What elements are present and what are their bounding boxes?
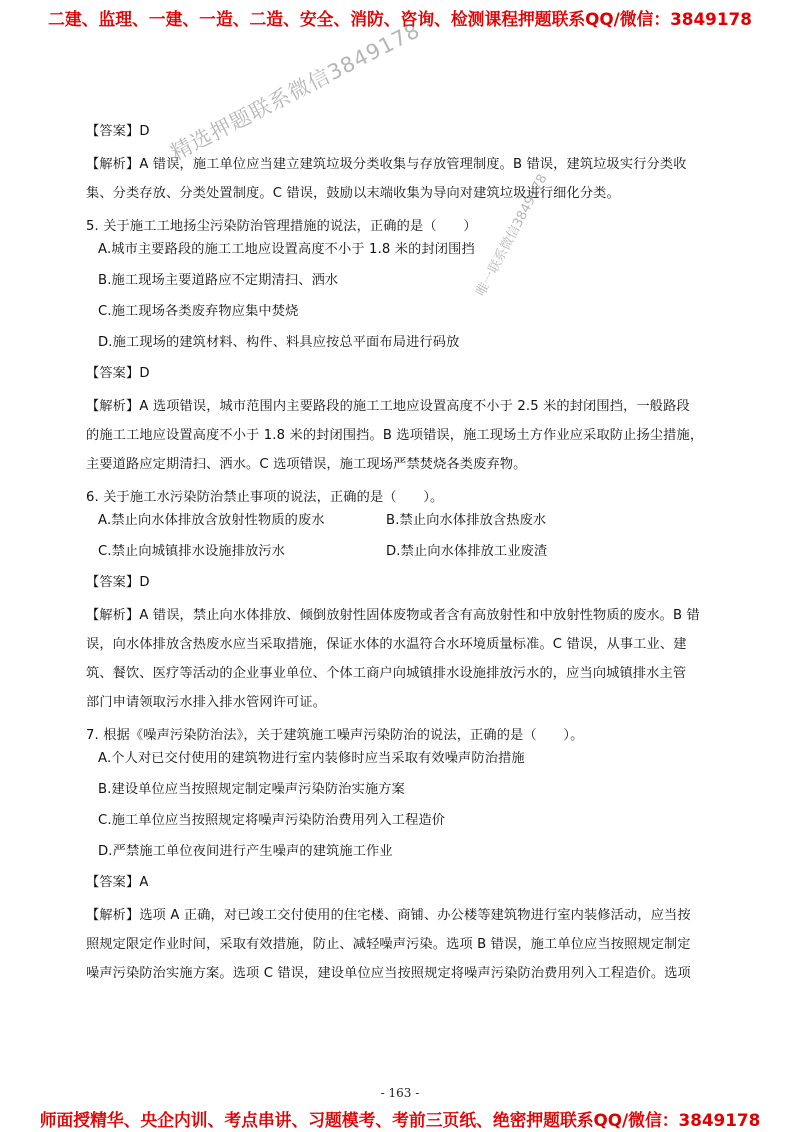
option-block: [86, 333, 734, 353]
option-block: [86, 749, 734, 769]
page-number: - 163 -: [380, 1086, 420, 1100]
answer-block: [86, 364, 734, 384]
option-block: [86, 302, 734, 322]
analysis-line: 的施工工地应设置高度不小于 1.8 米的封闭围挡。B 选项错误，施工现场土方作业应采取防止扬尘措施，: [86, 428, 704, 443]
analysis-block: [86, 901, 734, 988]
answer-block: [86, 873, 734, 893]
analysis-line: 筑、餐饮、医疗等活动的企业事业单位、个体工商户向城镇排水设施排放污水的，应当向城镇排水主管: [86, 666, 687, 681]
answer-line: 【答案】D: [86, 366, 150, 381]
answer-block: [86, 122, 734, 142]
option-pair-block: [86, 511, 734, 531]
question-line: 6. 关于施工水污染防治禁止事项的说法，正确的是（ ）。: [86, 490, 444, 505]
option-line: C.施工现场各类废弃物应集中焚烧: [98, 304, 299, 319]
option-block: [86, 271, 734, 291]
analysis-line: 噪声污染防治实施方案。选项 C 错误，建设单位应当按照规定将噪声污染防治费用列入工程造价。选项: [86, 966, 691, 981]
option-left: C.禁止向城镇排水设施排放污水: [98, 544, 286, 559]
option-left: A.禁止向水体排放含放射性物质的废水: [98, 513, 325, 528]
answer-line: 【答案】D: [86, 575, 150, 590]
option-block: [86, 842, 734, 862]
option-block: [86, 240, 734, 260]
analysis-block: [86, 601, 734, 717]
analysis-line: 【解析】选项 A 正确，对已竣工交付使用的住宅楼、商铺、办公楼等建筑物进行室内装修活动，应当按: [86, 908, 691, 923]
footer-banner: 师面授精华、央企内训、考点串讲、习题模考、考前三页纸、绝密押题联系QQ/微信：3849178: [39, 1110, 761, 1130]
answer-line: 【答案】A: [86, 875, 149, 890]
option-row: [98, 511, 734, 531]
analysis-line: 集、分类存放、分类处置制度。C 错误，鼓励以末端收集为导向对建筑垃圾进行细化分类。: [86, 186, 620, 201]
analysis-block: [86, 150, 734, 208]
header-banner: 二建、监理、一建、一造、二造、安全、消防、咨询、检测课程押题联系QQ/微信：3849178: [48, 9, 752, 29]
question-line: 5. 关于施工工地扬尘污染防治管理措施的说法，正确的是（ ）: [86, 219, 477, 234]
option-row: [98, 542, 734, 562]
answer-line: 【答案】D: [86, 124, 150, 139]
option-line: D.施工现场的建筑材料、构件、料具应按总平面布局进行码放: [98, 335, 460, 350]
analysis-block: [86, 392, 734, 479]
option-line: C.施工单位应当按照规定将噪声污染防治费用列入工程造价: [98, 813, 446, 828]
option-line: B.建设单位应当按照规定制定噪声污染防治实施方案: [98, 782, 405, 797]
answer-block: [86, 573, 734, 593]
option-block: [86, 780, 734, 800]
question-block: [86, 217, 734, 237]
option-line: A.城市主要路段的施工工地应设置高度不小于 1.8 米的封闭围挡: [98, 242, 475, 257]
option-line: D.严禁施工单位夜间进行产生噪声的建筑施工作业: [98, 844, 393, 859]
analysis-line: 【解析】A 错误，禁止向水体排放、倾倒放射性固体废物或者含有高放射性和中放射性物质的废水。B 错: [86, 608, 700, 623]
document-body: [86, 122, 734, 997]
analysis-line: 【解析】A 错误，施工单位应当建立建筑垃圾分类收集与存放管理制度。B 错误，建筑垃圾实行分类收: [86, 157, 687, 172]
option-line: B.施工现场主要道路应不定期清扫、洒水: [98, 273, 339, 288]
analysis-line: 照规定限定作业时间，采取有效措施，防止、减轻噪声污染。选项 B 错误，施工单位应当按照规定制定: [86, 937, 691, 952]
option-line: A.个人对已交付使用的建筑物进行室内装修时应当采取有效噪声防治措施: [98, 751, 525, 766]
analysis-line: 主要道路应定期清扫、洒水。C 选项错误，施工现场严禁焚烧各类废弃物。: [86, 457, 527, 472]
watermark-contact: 精选押题联系微信3849178: [166, 18, 425, 165]
analysis-line: 部门申请领取污水排入排水管网许可证。: [86, 695, 327, 710]
option-block: [86, 811, 734, 831]
question-block: [86, 726, 734, 746]
option-pair-block: [86, 542, 734, 562]
option-right: D.禁止向水体排放工业废渣: [386, 544, 548, 559]
question-line: 7. 根据《噪声污染防治法》，关于建筑施工噪声污染防治的说法，正确的是（ ）。: [86, 728, 584, 743]
watermark-contact-small: 唯一联系微信3849178: [473, 171, 551, 299]
analysis-line: 误，向水体排放含热废水应当采取措施，保证水体的水温符合水环境质量标准。C 错误，从事工业、建: [86, 637, 687, 652]
analysis-line: 【解析】A 选项错误，城市范围内主要路段的施工工地应设置高度不小于 2.5 米的封闭围挡，一般路段: [86, 399, 690, 414]
option-right: B.禁止向水体排放含热废水: [386, 513, 547, 528]
question-block: [86, 488, 734, 508]
